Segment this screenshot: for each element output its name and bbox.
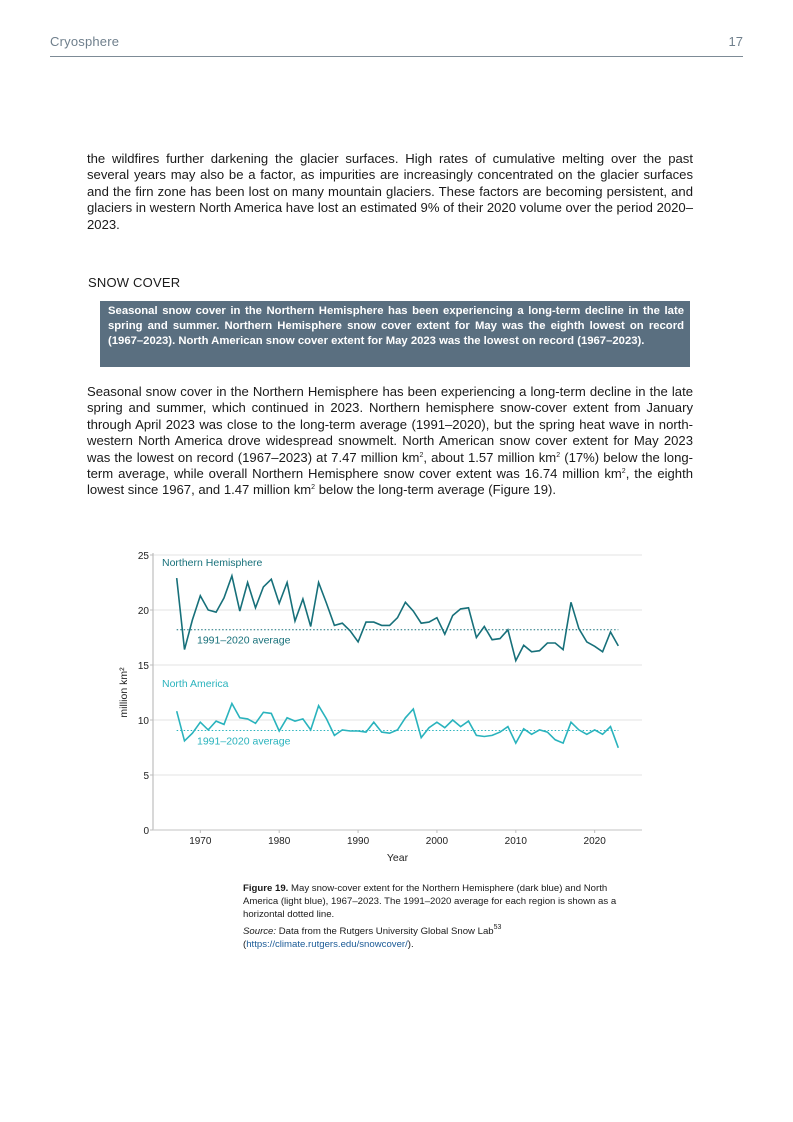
- section-heading: SNOW COVER: [88, 275, 181, 290]
- y-tick-label: 0: [143, 826, 149, 837]
- y-tick-label: 15: [137, 661, 149, 672]
- series-name-label: Northern Hemisphere: [162, 557, 263, 569]
- caption-body: May snow-cover extent for the Northern Hemisphere (dark blue) and North America (light blue), 1967–2023. The 1991–2020 average for each region is shown as a horizontal dotted line.: [243, 883, 617, 920]
- text-run: , the eighth lowest since 1967, and 1.47 million km: [87, 466, 694, 498]
- body-paragraph-continued: [87, 151, 693, 233]
- page-number: 17: [728, 34, 743, 49]
- line-chart: [100, 540, 680, 870]
- average-label: 1991–2020 average: [197, 735, 291, 748]
- text-run: below the long-term average (Figure 19).: [315, 482, 556, 498]
- paren: ).: [407, 939, 414, 950]
- y-tick-label: 5: [143, 771, 149, 782]
- figure-label: Figure 19.: [243, 883, 289, 894]
- body-paragraph: [87, 384, 693, 499]
- x-axis-title: Year: [386, 852, 409, 864]
- x-tick-label: 2020: [583, 836, 606, 847]
- series-line: [177, 576, 619, 661]
- x-tick-label: 1980: [268, 836, 291, 847]
- paren: (: [243, 939, 247, 950]
- superscript: 2: [311, 484, 316, 492]
- x-tick-label: 1990: [346, 836, 370, 847]
- paragraph-text: the wildfires further darkening the glacier surfaces. High rates of cumulative melting over the past several years may also be a factor, as impurities are increasingly concentrated on the glacier surfaces and the firn zone has been lost on many mountain glaciers. These factors are becoming persistent, and glaciers in western North America have lost an estimated 9% of their 2020 volume over the period 2020–2023.: [87, 151, 693, 232]
- footnote-ref[interactable]: 53: [493, 924, 502, 931]
- superscript: 2: [419, 451, 424, 459]
- axes: [150, 553, 642, 833]
- superscript: 2: [556, 451, 561, 459]
- key-message-box: Seasonal snow cover in the Northern Hemisphere has been experiencing a long-term decline in the late spring and summer. Northern Hemisphere snow cover extent for May was the eighth lowest on record (1967–2023). North American snow cover extent for May 2023 was the lowest on record (1967–2023).: [100, 301, 690, 367]
- text-run: Seasonal snow cover in the Northern Hemisphere has been experiencing a long-term decline in the late spring and summer, which continued in 2023. Northern hemisphere snow-cover extent from January through April 2023 was close to the long-term average (1991–2020), but the spring heat wave in north-western North America drove widespread snowmelt. North American snow cover extent for May 2023 was the lowest on record (1967–2023) at 7.47 million km: [87, 384, 693, 465]
- x-tick-label: 2000: [425, 836, 449, 847]
- source-link[interactable]: https://climate.rutgers.edu/snowcover/: [246, 939, 408, 950]
- x-tick-labels: [189, 836, 606, 847]
- average-label: 1991–2020 average: [197, 634, 291, 647]
- paragraph-text: [87, 384, 693, 499]
- y-tick-label: 10: [137, 716, 149, 727]
- y-axis-title: million km²: [118, 667, 130, 718]
- y-tick-labels: [138, 551, 150, 837]
- x-tick-label: 2010: [504, 836, 527, 847]
- source-label: Source:: [243, 926, 277, 937]
- text-run: , about 1.57 million km: [423, 449, 557, 465]
- series-lines: [177, 576, 619, 748]
- y-tick-label: 25: [137, 551, 149, 562]
- source-text: Data from the Rutgers University Global Snow Lab: [276, 926, 494, 937]
- series-name-label: North America: [162, 678, 229, 690]
- x-tick-label: 1970: [189, 836, 212, 847]
- chapter-title: Cryosphere: [50, 34, 120, 49]
- caption-text: [243, 882, 618, 921]
- figure-19-chart: [100, 540, 680, 870]
- text-run: (17%) below the long-term average, while overall Northern Hemisphere snow cover extent was 16.74 million km: [87, 449, 693, 482]
- page-header: [50, 34, 743, 57]
- superscript: 2: [621, 468, 626, 476]
- figure-caption: [243, 882, 618, 955]
- caption-source: [243, 925, 618, 951]
- y-tick-label: 20: [137, 606, 149, 617]
